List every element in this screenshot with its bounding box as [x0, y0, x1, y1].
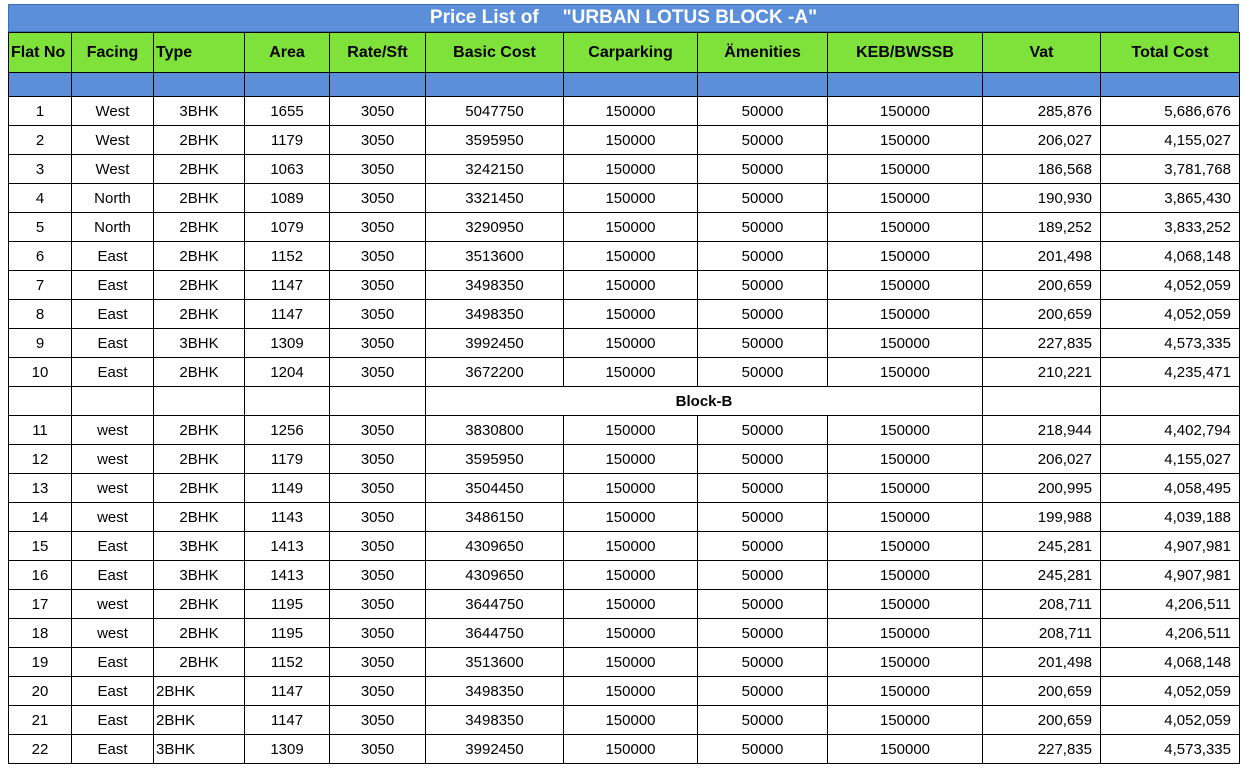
- flat-no-cell: 6: [9, 242, 72, 271]
- area-cell: 1309: [245, 329, 330, 358]
- facing-cell: west: [72, 416, 154, 445]
- facing-cell: East: [72, 561, 154, 590]
- total-cost-cell: 4,907,981: [1101, 532, 1240, 561]
- basic-cost-cell: 3595950: [426, 126, 564, 155]
- total-cost-cell: 4,039,188: [1101, 503, 1240, 532]
- amenities-cell: 50000: [698, 735, 828, 764]
- type-cell: 2BHK: [154, 300, 245, 329]
- flat-no-cell: 16: [9, 561, 72, 590]
- carparking-cell: 150000: [564, 561, 698, 590]
- basic-cost-cell: 3498350: [426, 271, 564, 300]
- facing-cell: West: [72, 97, 154, 126]
- facing-cell: North: [72, 184, 154, 213]
- area-cell: 1089: [245, 184, 330, 213]
- type-cell: 3BHK: [154, 532, 245, 561]
- facing-cell: west: [72, 445, 154, 474]
- col-header-flat-no: Flat No: [9, 33, 72, 73]
- vat-cell: 199,988: [983, 503, 1101, 532]
- type-cell: 2BHK: [154, 213, 245, 242]
- area-cell: 1143: [245, 503, 330, 532]
- vat-cell: 200,995: [983, 474, 1101, 503]
- amenities-cell: 50000: [698, 184, 828, 213]
- type-cell: 2BHK: [154, 503, 245, 532]
- flat-no-cell: 20: [9, 677, 72, 706]
- total-cost-cell: 4,052,059: [1101, 677, 1240, 706]
- col-header-area: Area: [245, 33, 330, 73]
- table-row: [9, 329, 1240, 358]
- basic-cost-cell: 5047750: [426, 97, 564, 126]
- amenities-cell: 50000: [698, 648, 828, 677]
- type-cell: 2BHK: [154, 155, 245, 184]
- keb-bwssb-cell: 150000: [828, 590, 983, 619]
- carparking-cell: 150000: [564, 503, 698, 532]
- flat-no-cell: 18: [9, 619, 72, 648]
- table-row: [9, 300, 1240, 329]
- amenities-cell: 50000: [698, 706, 828, 735]
- col-header-rate: Rate/Sft: [330, 33, 426, 73]
- total-cost-cell: 4,052,059: [1101, 300, 1240, 329]
- rate-cell: 3050: [330, 358, 426, 387]
- vat-cell: 201,498: [983, 242, 1101, 271]
- basic-cost-cell: 3644750: [426, 619, 564, 648]
- type-cell: 2BHK: [154, 271, 245, 300]
- block-b-body: [9, 416, 1240, 764]
- keb-bwssb-cell: 150000: [828, 474, 983, 503]
- carparking-cell: 150000: [564, 97, 698, 126]
- area-cell: 1063: [245, 155, 330, 184]
- area-cell: 1152: [245, 242, 330, 271]
- carparking-cell: 150000: [564, 648, 698, 677]
- carparking-cell: 150000: [564, 677, 698, 706]
- type-cell: 2BHK: [154, 590, 245, 619]
- rate-cell: 3050: [330, 271, 426, 300]
- amenities-cell: 50000: [698, 677, 828, 706]
- price-list-title: [8, 4, 1239, 32]
- rate-cell: 3050: [330, 474, 426, 503]
- basic-cost-cell: 3513600: [426, 242, 564, 271]
- type-cell: 2BHK: [154, 474, 245, 503]
- basic-cost-cell: 3672200: [426, 358, 564, 387]
- area-cell: 1149: [245, 474, 330, 503]
- keb-bwssb-cell: 150000: [828, 561, 983, 590]
- basic-cost-cell: 3644750: [426, 590, 564, 619]
- flat-no-cell: 15: [9, 532, 72, 561]
- facing-cell: West: [72, 126, 154, 155]
- basic-cost-cell: 3498350: [426, 300, 564, 329]
- carparking-cell: 150000: [564, 590, 698, 619]
- table-row: [9, 619, 1240, 648]
- flat-no-cell: 21: [9, 706, 72, 735]
- total-cost-cell: 4,206,511: [1101, 619, 1240, 648]
- rate-cell: 3050: [330, 648, 426, 677]
- amenities-cell: 50000: [698, 532, 828, 561]
- facing-cell: West: [72, 155, 154, 184]
- keb-bwssb-cell: 150000: [828, 677, 983, 706]
- type-cell: 2BHK: [154, 619, 245, 648]
- facing-cell: North: [72, 213, 154, 242]
- carparking-cell: 150000: [564, 242, 698, 271]
- basic-cost-cell: 3290950: [426, 213, 564, 242]
- area-cell: 1413: [245, 532, 330, 561]
- price-table: [8, 32, 1240, 764]
- block-b-label-body: [9, 387, 1240, 416]
- amenities-cell: 50000: [698, 503, 828, 532]
- carparking-cell: 150000: [564, 155, 698, 184]
- carparking-cell: 150000: [564, 126, 698, 155]
- flat-no-cell: 14: [9, 503, 72, 532]
- amenities-cell: 50000: [698, 619, 828, 648]
- total-cost-cell: 4,907,981: [1101, 561, 1240, 590]
- amenities-cell: 50000: [698, 561, 828, 590]
- table-row: [9, 677, 1240, 706]
- keb-bwssb-cell: 150000: [828, 648, 983, 677]
- type-cell: 2BHK: [154, 677, 245, 706]
- facing-cell: west: [72, 590, 154, 619]
- total-cost-cell: 4,402,794: [1101, 416, 1240, 445]
- keb-bwssb-cell: 150000: [828, 213, 983, 242]
- flat-no-cell: 5: [9, 213, 72, 242]
- total-cost-cell: 4,155,027: [1101, 126, 1240, 155]
- basic-cost-cell: 3486150: [426, 503, 564, 532]
- total-cost-cell: 4,235,471: [1101, 358, 1240, 387]
- type-cell: 2BHK: [154, 184, 245, 213]
- block-a-body: [9, 73, 1240, 387]
- total-cost-cell: 4,052,059: [1101, 271, 1240, 300]
- keb-bwssb-cell: 150000: [828, 358, 983, 387]
- table-row: [9, 648, 1240, 677]
- flat-no-cell: 19: [9, 648, 72, 677]
- keb-bwssb-cell: 150000: [828, 619, 983, 648]
- carparking-cell: 150000: [564, 300, 698, 329]
- area-cell: 1179: [245, 445, 330, 474]
- keb-bwssb-cell: 150000: [828, 532, 983, 561]
- basic-cost-cell: 3513600: [426, 648, 564, 677]
- total-cost-cell: 4,052,059: [1101, 706, 1240, 735]
- area-cell: 1152: [245, 648, 330, 677]
- keb-bwssb-cell: 150000: [828, 735, 983, 764]
- area-cell: 1079: [245, 213, 330, 242]
- rate-cell: 3050: [330, 300, 426, 329]
- total-cost-cell: 4,206,511: [1101, 590, 1240, 619]
- keb-bwssb-cell: 150000: [828, 300, 983, 329]
- amenities-cell: 50000: [698, 155, 828, 184]
- flat-no-cell: 9: [9, 329, 72, 358]
- facing-cell: East: [72, 271, 154, 300]
- table-row: [9, 184, 1240, 213]
- block-b-label: Block-B: [426, 387, 983, 416]
- flat-no-cell: 17: [9, 590, 72, 619]
- table-row: [9, 445, 1240, 474]
- table-row: [9, 271, 1240, 300]
- keb-bwssb-cell: 150000: [828, 97, 983, 126]
- area-cell: 1195: [245, 619, 330, 648]
- type-cell: 3BHK: [154, 561, 245, 590]
- rate-cell: 3050: [330, 97, 426, 126]
- rate-cell: 3050: [330, 590, 426, 619]
- total-cost-cell: 5,686,676: [1101, 97, 1240, 126]
- flat-no-cell: 13: [9, 474, 72, 503]
- table-row: [9, 503, 1240, 532]
- vat-cell: 200,659: [983, 300, 1101, 329]
- carparking-cell: 150000: [564, 735, 698, 764]
- type-cell: 2BHK: [154, 242, 245, 271]
- facing-cell: East: [72, 300, 154, 329]
- basic-cost-cell: 3992450: [426, 735, 564, 764]
- blue-separator-row: [9, 73, 1240, 97]
- table-row: [9, 706, 1240, 735]
- type-cell: 2BHK: [154, 706, 245, 735]
- basic-cost-cell: 3595950: [426, 445, 564, 474]
- vat-cell: 201,498: [983, 648, 1101, 677]
- col-header-type: Type: [154, 33, 245, 73]
- total-cost-cell: 4,068,148: [1101, 648, 1240, 677]
- amenities-cell: 50000: [698, 329, 828, 358]
- vat-cell: 245,281: [983, 561, 1101, 590]
- vat-cell: 206,027: [983, 126, 1101, 155]
- rate-cell: 3050: [330, 677, 426, 706]
- area-cell: 1147: [245, 271, 330, 300]
- table-row: [9, 126, 1240, 155]
- table-row: [9, 532, 1240, 561]
- vat-cell: 200,659: [983, 271, 1101, 300]
- amenities-cell: 50000: [698, 590, 828, 619]
- keb-bwssb-cell: 150000: [828, 184, 983, 213]
- type-cell: 2BHK: [154, 358, 245, 387]
- keb-bwssb-cell: 150000: [828, 416, 983, 445]
- amenities-cell: 50000: [698, 242, 828, 271]
- facing-cell: East: [72, 242, 154, 271]
- flat-no-cell: 12: [9, 445, 72, 474]
- rate-cell: 3050: [330, 213, 426, 242]
- area-cell: 1147: [245, 677, 330, 706]
- table-row: [9, 474, 1240, 503]
- total-cost-cell: 4,573,335: [1101, 735, 1240, 764]
- carparking-cell: 150000: [564, 706, 698, 735]
- total-cost-cell: 4,155,027: [1101, 445, 1240, 474]
- block-b-label-row: [9, 387, 1240, 416]
- rate-cell: 3050: [330, 561, 426, 590]
- vat-cell: 245,281: [983, 532, 1101, 561]
- area-cell: 1147: [245, 300, 330, 329]
- carparking-cell: 150000: [564, 358, 698, 387]
- type-cell: 2BHK: [154, 648, 245, 677]
- carparking-cell: 150000: [564, 329, 698, 358]
- keb-bwssb-cell: 150000: [828, 155, 983, 184]
- title-project-name: "URBAN LOTUS BLOCK -A": [562, 7, 818, 28]
- rate-cell: 3050: [330, 184, 426, 213]
- basic-cost-cell: 3242150: [426, 155, 564, 184]
- vat-cell: 208,711: [983, 619, 1101, 648]
- flat-no-cell: 22: [9, 735, 72, 764]
- table-row: [9, 155, 1240, 184]
- facing-cell: west: [72, 474, 154, 503]
- flat-no-cell: 1: [9, 97, 72, 126]
- amenities-cell: 50000: [698, 300, 828, 329]
- header-row: [9, 33, 1240, 73]
- area-cell: 1204: [245, 358, 330, 387]
- vat-cell: 206,027: [983, 445, 1101, 474]
- facing-cell: East: [72, 329, 154, 358]
- vat-cell: 200,659: [983, 706, 1101, 735]
- amenities-cell: 50000: [698, 271, 828, 300]
- table-row: [9, 416, 1240, 445]
- keb-bwssb-cell: 150000: [828, 242, 983, 271]
- price-list-sheet: [8, 4, 1239, 764]
- area-cell: 1655: [245, 97, 330, 126]
- table-row: [9, 735, 1240, 764]
- table-row: [9, 590, 1240, 619]
- facing-cell: East: [72, 532, 154, 561]
- vat-cell: 189,252: [983, 213, 1101, 242]
- keb-bwssb-cell: 150000: [828, 445, 983, 474]
- title-prefix: Price List of: [429, 7, 539, 28]
- flat-no-cell: 2: [9, 126, 72, 155]
- vat-cell: 218,944: [983, 416, 1101, 445]
- basic-cost-cell: 3992450: [426, 329, 564, 358]
- basic-cost-cell: 3498350: [426, 677, 564, 706]
- vat-cell: 227,835: [983, 735, 1101, 764]
- amenities-cell: 50000: [698, 213, 828, 242]
- flat-no-cell: 8: [9, 300, 72, 329]
- vat-cell: 285,876: [983, 97, 1101, 126]
- amenities-cell: 50000: [698, 126, 828, 155]
- table-row: [9, 97, 1240, 126]
- rate-cell: 3050: [330, 242, 426, 271]
- col-header-amenities: Ämenities: [698, 33, 828, 73]
- area-cell: 1413: [245, 561, 330, 590]
- total-cost-cell: 4,058,495: [1101, 474, 1240, 503]
- carparking-cell: 150000: [564, 532, 698, 561]
- facing-cell: East: [72, 735, 154, 764]
- keb-bwssb-cell: 150000: [828, 126, 983, 155]
- facing-cell: East: [72, 358, 154, 387]
- rate-cell: 3050: [330, 619, 426, 648]
- vat-cell: 208,711: [983, 590, 1101, 619]
- table-row: [9, 213, 1240, 242]
- carparking-cell: 150000: [564, 416, 698, 445]
- rate-cell: 3050: [330, 416, 426, 445]
- amenities-cell: 50000: [698, 358, 828, 387]
- amenities-cell: 50000: [698, 445, 828, 474]
- carparking-cell: 150000: [564, 213, 698, 242]
- col-header-basic-cost: Basic Cost: [426, 33, 564, 73]
- basic-cost-cell: 3321450: [426, 184, 564, 213]
- carparking-cell: 150000: [564, 474, 698, 503]
- flat-no-cell: 7: [9, 271, 72, 300]
- rate-cell: 3050: [330, 735, 426, 764]
- type-cell: 2BHK: [154, 416, 245, 445]
- basic-cost-cell: 3504450: [426, 474, 564, 503]
- rate-cell: 3050: [330, 532, 426, 561]
- flat-no-cell: 3: [9, 155, 72, 184]
- col-header-carparking: Carparking: [564, 33, 698, 73]
- table-row: [9, 561, 1240, 590]
- flat-no-cell: 11: [9, 416, 72, 445]
- total-cost-cell: 4,068,148: [1101, 242, 1240, 271]
- keb-bwssb-cell: 150000: [828, 329, 983, 358]
- basic-cost-cell: 4309650: [426, 561, 564, 590]
- col-header-vat: Vat: [983, 33, 1101, 73]
- area-cell: 1195: [245, 590, 330, 619]
- type-cell: 3BHK: [154, 97, 245, 126]
- vat-cell: 200,659: [983, 677, 1101, 706]
- table-row: [9, 358, 1240, 387]
- carparking-cell: 150000: [564, 445, 698, 474]
- total-cost-cell: 3,865,430: [1101, 184, 1240, 213]
- vat-cell: 227,835: [983, 329, 1101, 358]
- flat-no-cell: 10: [9, 358, 72, 387]
- rate-cell: 3050: [330, 126, 426, 155]
- facing-cell: west: [72, 503, 154, 532]
- keb-bwssb-cell: 150000: [828, 503, 983, 532]
- carparking-cell: 150000: [564, 619, 698, 648]
- facing-cell: East: [72, 706, 154, 735]
- vat-cell: 210,221: [983, 358, 1101, 387]
- amenities-cell: 50000: [698, 474, 828, 503]
- facing-cell: East: [72, 648, 154, 677]
- carparking-cell: 150000: [564, 184, 698, 213]
- total-cost-cell: 3,781,768: [1101, 155, 1240, 184]
- basic-cost-cell: 4309650: [426, 532, 564, 561]
- rate-cell: 3050: [330, 445, 426, 474]
- area-cell: 1309: [245, 735, 330, 764]
- basic-cost-cell: 3830800: [426, 416, 564, 445]
- basic-cost-cell: 3498350: [426, 706, 564, 735]
- type-cell: 2BHK: [154, 445, 245, 474]
- total-cost-cell: 4,573,335: [1101, 329, 1240, 358]
- area-cell: 1179: [245, 126, 330, 155]
- rate-cell: 3050: [330, 706, 426, 735]
- type-cell: 3BHK: [154, 735, 245, 764]
- type-cell: 2BHK: [154, 126, 245, 155]
- total-cost-cell: 3,833,252: [1101, 213, 1240, 242]
- area-cell: 1256: [245, 416, 330, 445]
- rate-cell: 3050: [330, 329, 426, 358]
- carparking-cell: 150000: [564, 271, 698, 300]
- amenities-cell: 50000: [698, 97, 828, 126]
- amenities-cell: 50000: [698, 416, 828, 445]
- facing-cell: west: [72, 619, 154, 648]
- rate-cell: 3050: [330, 503, 426, 532]
- col-header-keb-bwssb: KEB/BWSSB: [828, 33, 983, 73]
- facing-cell: East: [72, 677, 154, 706]
- keb-bwssb-cell: 150000: [828, 706, 983, 735]
- flat-no-cell: 4: [9, 184, 72, 213]
- col-header-facing: Facing: [72, 33, 154, 73]
- table-row: [9, 242, 1240, 271]
- vat-cell: 186,568: [983, 155, 1101, 184]
- rate-cell: 3050: [330, 155, 426, 184]
- area-cell: 1147: [245, 706, 330, 735]
- keb-bwssb-cell: 150000: [828, 271, 983, 300]
- type-cell: 3BHK: [154, 329, 245, 358]
- col-header-total-cost: Total Cost: [1101, 33, 1240, 73]
- vat-cell: 190,930: [983, 184, 1101, 213]
